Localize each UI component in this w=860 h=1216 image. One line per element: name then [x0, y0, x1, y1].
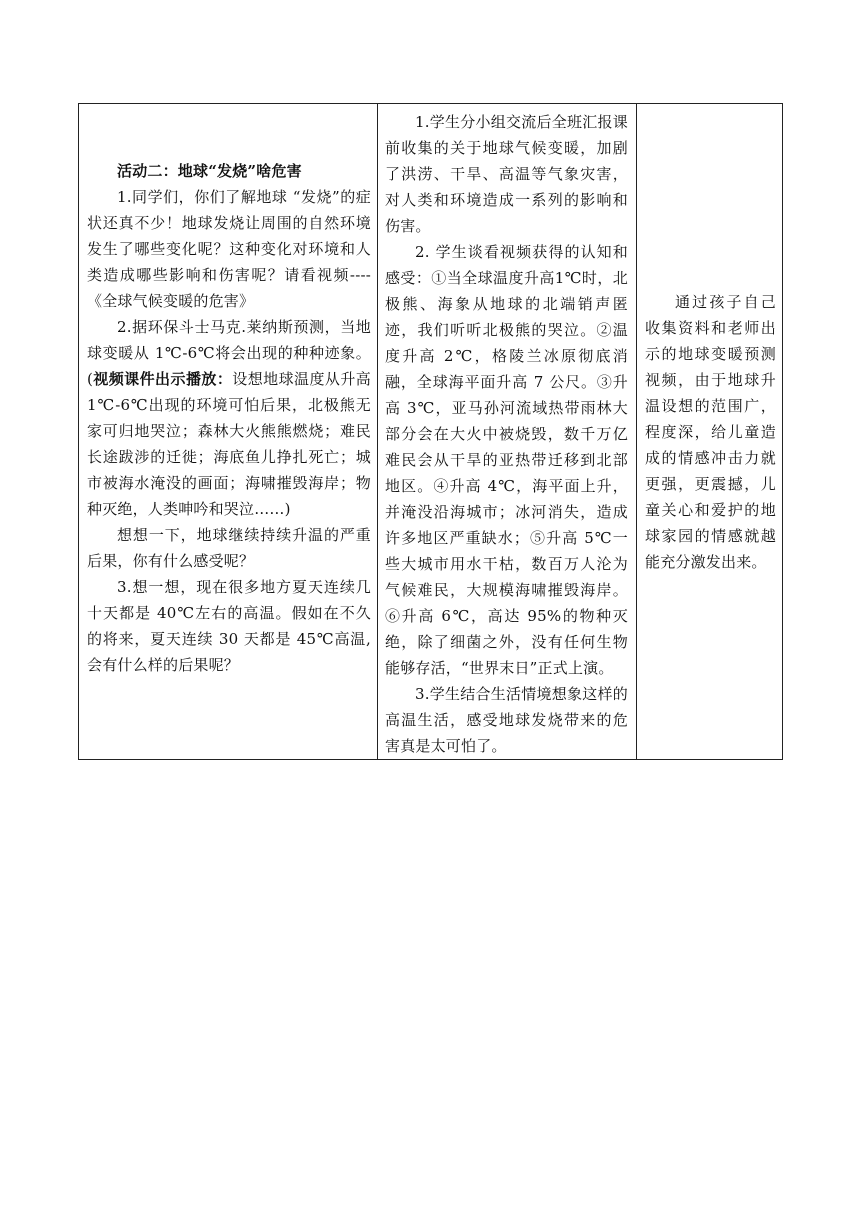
student-paragraph-2: 2. 学生谈看视频获得的认知和感受：①当全球温度升高1℃时，北极熊、海象从地球的北端销声匿迹，我们听听北极熊的哭泣。②温度升高 2℃，格陵兰冰原彻底消融，全球海平面升高 7 公尺。③升高 3℃，亚马孙河流域热带雨林大部分会在大火中被烧毁，数千万亿难民会从干旱的亚热带迁移到北部地区。④升高 4℃，海平面上升，并淹没沿海城市；冰河消失，造成许多地区严重缺水；⑤升高 5℃一些大城市用水干枯，数百万人沦为气候难民，大规模海啸摧毁海岸。⑥升高 6℃，高达 95%的物种灭绝，除了细菌之外，没有任何生物能够存活，“世界末日”正式上演。 — [385, 243, 628, 677]
teacher-activity-cell — [79, 104, 378, 760]
student-paragraph-1: 1.学生分小组交流后全班汇报课前收集的关于地球气候变暖，加剧了洪涝、干旱、高温等气象灾害，对人类和环境造成一系列的影响和伤害。 — [385, 113, 628, 235]
teacher-paragraph-1: 1.同学们，你们了解地球 “发烧”的症状还真不少！地球发烧让周围的自然环境发生了哪些变化呢？这种变化对环境和人类造成哪些影响和伤害呢？请看视频----《全球气候变暖的危害》 — [87, 188, 371, 310]
lesson-plan-table — [78, 103, 783, 760]
student-paragraph-3: 3.学生结合生活情境想象这样的高温生活，感受地球发烧带来的危害真是太可怕了。 — [385, 685, 628, 755]
teacher-paragraph-2-intro: 2.据环保斗士马克.莱纳斯预测，当地球变暖从 1℃-6℃将会出现的种种迹象。( — [87, 318, 371, 388]
teacher-paragraph-3: 想想一下，地球继续持续升温的严重后果，你有什么感受呢？ — [87, 526, 371, 570]
design-intent-paragraph: 通过孩子自己收集资料和老师出示的地球变暖预测视频，由于地球升温设想的范围广，程度深，给儿童造成的情感冲击力就更强，更震撼，儿童关心和爱护的地球家园的情感就越能充分激发出来。 — [645, 293, 776, 571]
student-activity-cell — [378, 104, 637, 760]
video-courseware-label: 视频课件出示播放： — [93, 370, 233, 388]
teacher-paragraph-2 — [87, 314, 371, 522]
teacher-paragraph-2-body: 设想地球温度从升高 1℃-6℃出现的环境可怕后果，北极熊无家可归地哭泣；森林大火熊熊燃烧；难民长途跋涉的迁徙；海底鱼儿挣扎死亡；城市被海水淹没的画面；海啸摧毁海岸；物种灭绝，人类呻吟和哭泣……) — [87, 370, 371, 518]
activity-heading: 活动二：地球“发烧”啥危害 — [117, 162, 302, 180]
teacher-paragraph-4: 3.想一想，现在很多地方夏天连续几十天都是 40℃左右的高温。假如在不久的将来，夏天连续 30 天都是 45℃高温,会有什么样的后果呢？ — [87, 578, 371, 674]
table-row — [79, 104, 783, 760]
design-intent-cell — [637, 104, 783, 760]
